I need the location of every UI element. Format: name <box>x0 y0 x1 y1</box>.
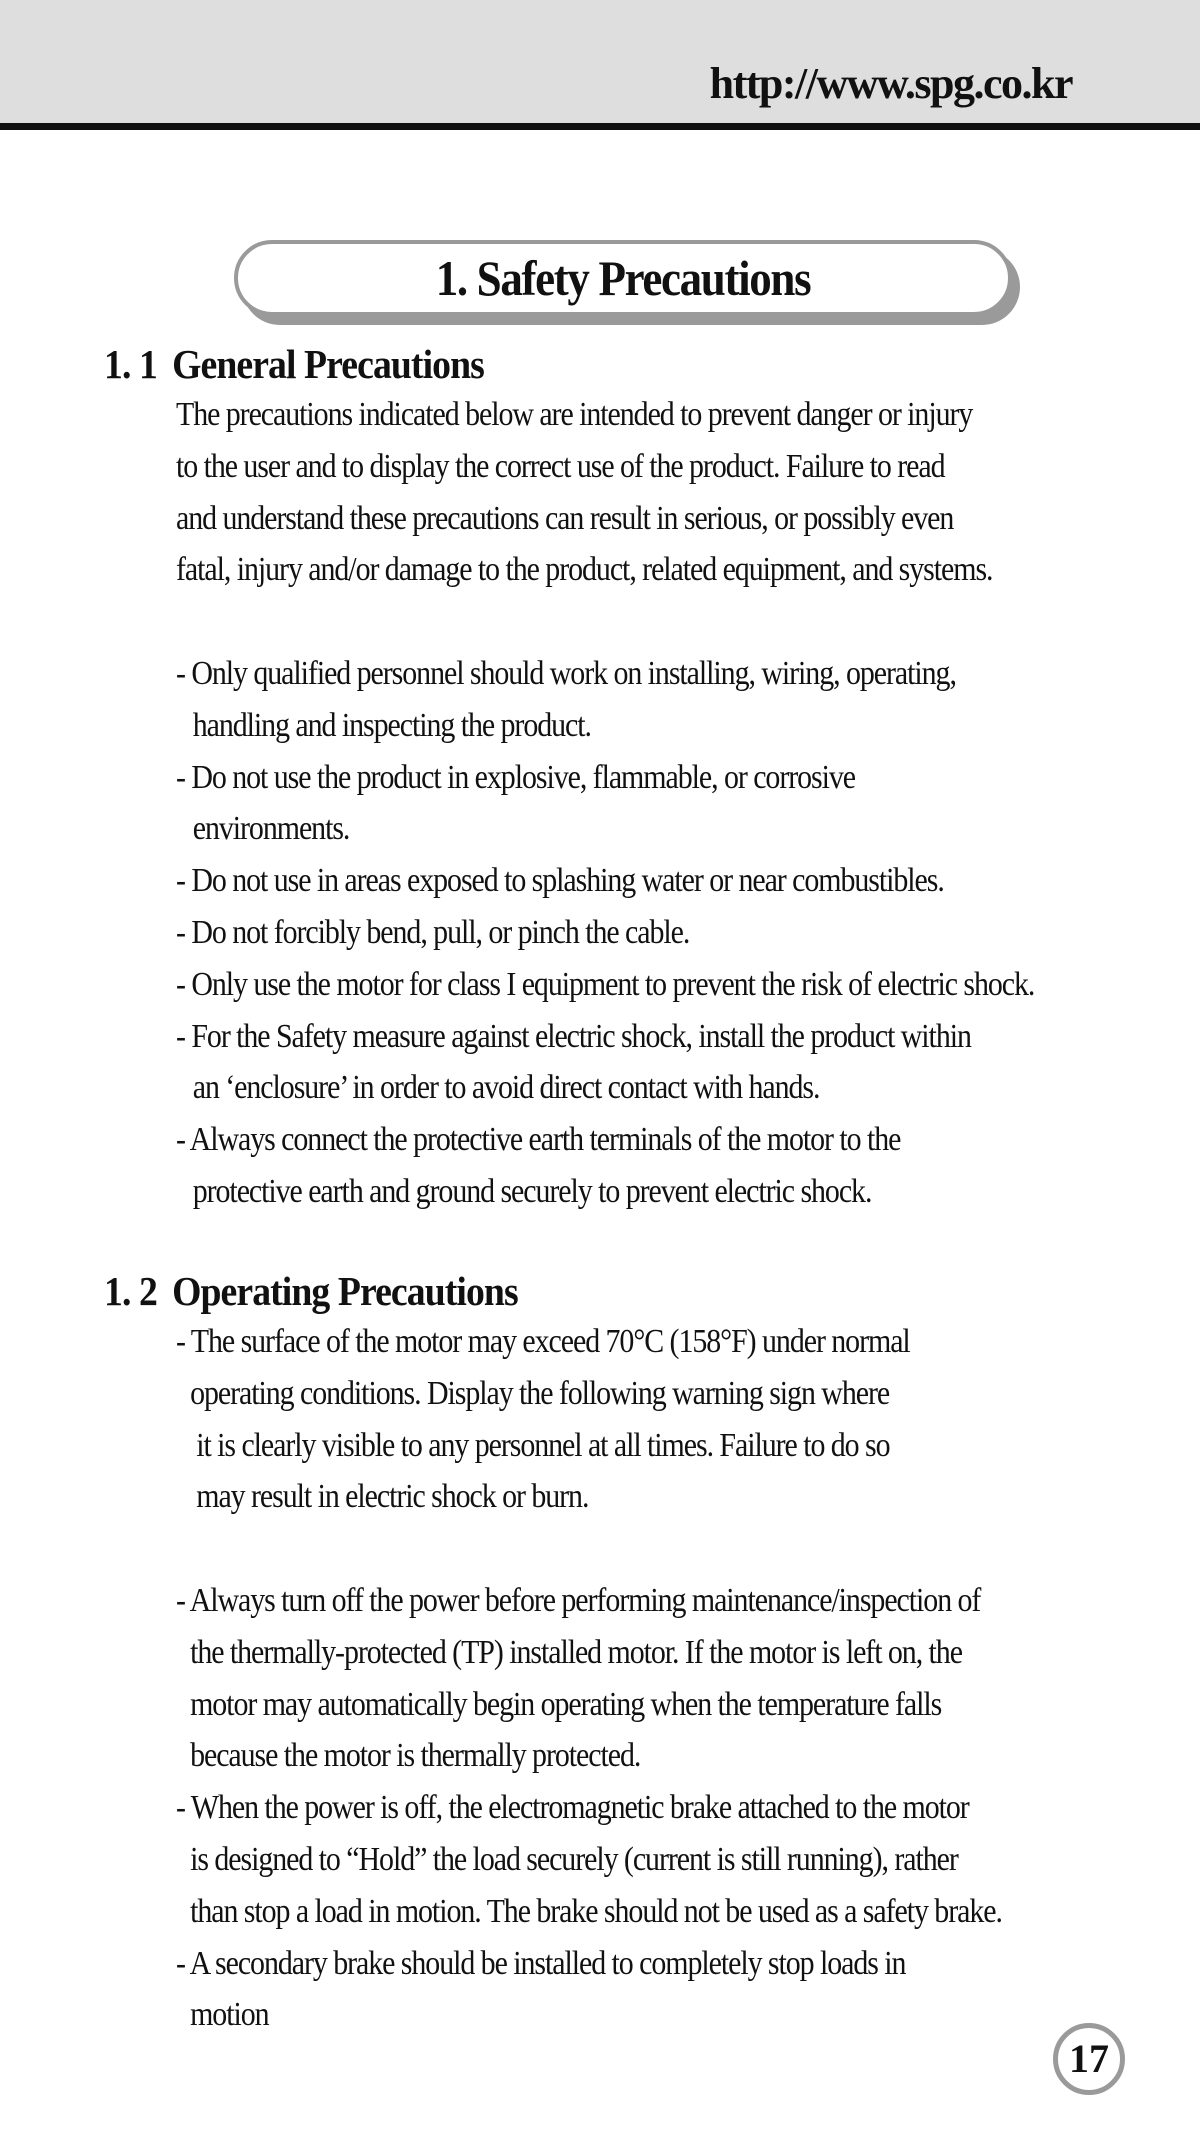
blank-line <box>176 596 994 648</box>
bullet-continuation: an ‘enclosure’ in order to avoid direct contact with hands. <box>192 1069 820 1107</box>
section-1-1-number: 1. 1 <box>104 341 157 387</box>
bullet-continuation: protective earth and ground securely to prevent electric shock. <box>192 1172 872 1210</box>
bullet-line: - Do not use in areas exposed to splashing water or near combustibles. <box>176 862 944 900</box>
bullet-line: - Only use the motor for class I equipment to prevent the risk of electric shock. <box>176 965 1035 1003</box>
intro-line: and understand these precautions can result in serious, or possibly even <box>176 499 954 537</box>
chapter-title: 1. Safety Precautions <box>435 250 811 306</box>
bullet-line: - For the Safety measure against electric shock, install the product within <box>176 1017 971 1055</box>
section-1-1-body <box>176 389 1035 1218</box>
section-1-2-title: Operating Precautions <box>172 1268 518 1314</box>
bullet-line: - Do not use the product in explosive, flammable, or corrosive <box>176 758 856 796</box>
bullet-continuation: the thermally-protected (TP) installed motor. If the motor is left on, the <box>190 1633 962 1671</box>
section-1-1-heading <box>104 341 484 387</box>
page-number-badge <box>1053 2023 1125 2095</box>
page-header <box>0 0 1200 130</box>
bullet-continuation: motion <box>190 1996 269 2034</box>
intro-line: fatal, injury and/or damage to the product, related equipment, and systems. <box>176 551 993 589</box>
bullet-continuation: motor may automatically begin operating when the temperature falls <box>190 1685 942 1723</box>
bullet-line: - Only qualified personnel should work on installing, wiring, operating, <box>176 654 956 692</box>
intro-line: The precautions indicated below are intended to prevent danger or injury <box>176 396 973 433</box>
bullet-continuation: than stop a load in motion. The brake should not be used as a safety brake. <box>190 1892 1002 1930</box>
intro-line: to the user and to display the correct use of the product. Failure to read <box>176 447 945 485</box>
section-1-2-number: 1. 2 <box>104 1268 157 1314</box>
page-number: 17 <box>1069 2036 1109 2081</box>
section-1-2-body <box>176 1316 1002 2041</box>
section-1-1-title: General Precautions <box>172 341 484 387</box>
bullet-line: - A secondary brake should be installed to completely stop loads in <box>176 1944 906 1982</box>
bullet-line: - When the power is off, the electromagnetic brake attached to the motor <box>176 1789 969 1827</box>
chapter-title-box <box>234 240 1012 316</box>
bullet-continuation: because the motor is thermally protected. <box>190 1737 641 1775</box>
section-1-2-heading <box>104 1268 518 1314</box>
bullet-continuation: it is clearly visible to any personnel at all times. Failure to do so <box>196 1426 890 1464</box>
bullet-continuation: environments. <box>192 810 350 848</box>
bullet-line: - Always turn off the power before performing maintenance/inspection of <box>176 1581 981 1619</box>
bullet-continuation: may result in electric shock or burn. <box>196 1478 589 1516</box>
bullet-line: - Always connect the protective earth terminals of the motor to the <box>176 1121 901 1159</box>
bullet-continuation: handling and inspecting the product. <box>192 706 591 744</box>
bullet-line: - The surface of the motor may exceed 70°C (158°F) under normal <box>176 1323 910 1360</box>
bullet-continuation: operating conditions. Display the following warning sign where <box>190 1374 890 1412</box>
bullet-line: - Do not forcibly bend, pull, or pinch the cable. <box>176 913 690 951</box>
site-url[interactable]: http://www.spg.co.kr <box>709 59 1072 108</box>
bullet-continuation: is designed to “Hold” the load securely (current is still running), rather <box>190 1840 958 1878</box>
blank-line <box>176 1523 994 1575</box>
